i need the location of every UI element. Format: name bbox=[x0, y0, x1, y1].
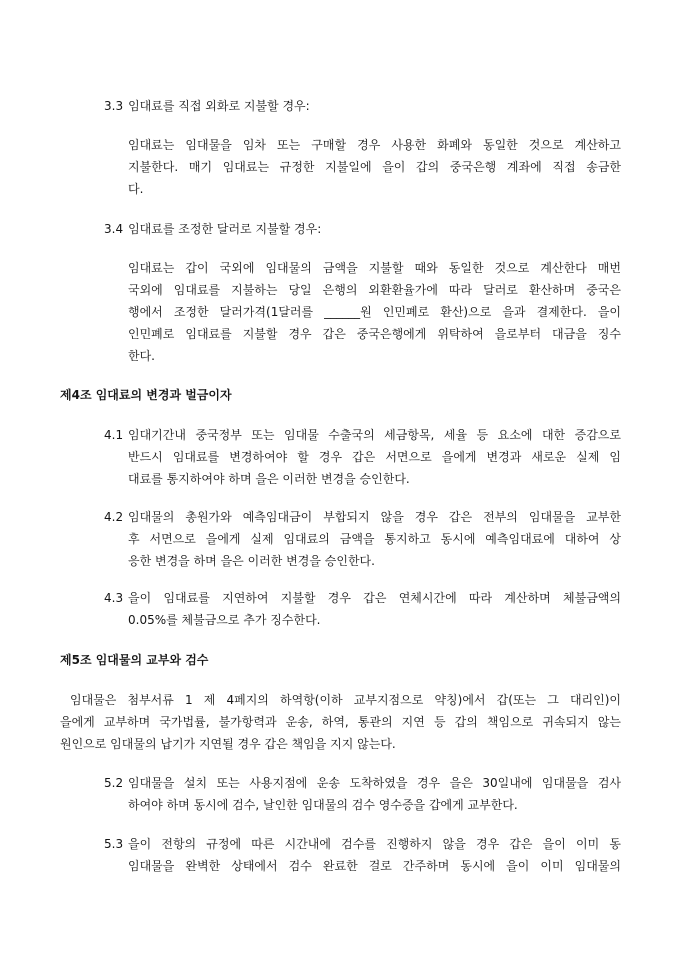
clause-number: 5.2 bbox=[104, 776, 124, 790]
clause-5-3 bbox=[104, 833, 621, 877]
paragraph-line: 임대료는 갑이 국외에 임대물의 금액을 지불할 때와 동일한 것으로 계산한다 매번 bbox=[128, 261, 621, 275]
article-5-title: 제5조 임대물의 교부와 검수 bbox=[60, 653, 209, 667]
clause-title: 임대료를 조정한 달러로 지불할 경우: bbox=[128, 222, 322, 236]
paragraph-line: 원인으로 임대물의 납기가 지연될 경우 갑은 책임을 지지 않는다. bbox=[60, 737, 396, 751]
clause-3-4-heading bbox=[104, 218, 321, 240]
paragraph-line: 0.05%를 체불금으로 추가 징수한다. bbox=[128, 613, 321, 627]
paragraph-line: 후 서면으로 을에게 실제 임대료의 금액을 통지하고 동시에 예측임대료에 대하여 상 bbox=[128, 532, 621, 546]
paragraph-line: 임대기간내 중국정부 또는 임대물 수출국의 세금항목, 세율 등 요소에 대한 증감으로 bbox=[128, 428, 621, 442]
clause-3-3-paragraph bbox=[128, 134, 621, 200]
paragraph-line: 대료를 통지하여야 하며 을은 이러한 변경을 승인한다. bbox=[128, 472, 410, 486]
clause-4-3 bbox=[104, 587, 621, 631]
clause-4-1 bbox=[104, 424, 621, 490]
clause-3-4-paragraph bbox=[128, 257, 621, 367]
clause-number: 3.4 bbox=[104, 222, 124, 236]
article-4-title: 제4조 임대료의 변경과 벌금이자 bbox=[60, 388, 232, 402]
paragraph-line: 인민폐로 임대료를 지불할 경우 갑은 중국은행에게 위탁하여 을로부터 대금을 징수 bbox=[128, 327, 621, 341]
paragraph-line: 임대물은 첨부서류 1 제 4페지의 하역항(이하 교부지점으로 약칭)에서 갑(또는 그 대리인)이 bbox=[70, 693, 621, 707]
clause-4-2 bbox=[104, 506, 621, 572]
paragraph-line: 행에서 조정한 달러가격(1달러를 ______원 인민폐로 환산)으로 을과 결제한다. 을이 bbox=[128, 305, 621, 319]
paragraph-line: 을에게 교부하며 국가법률, 불가항력과 운송, 하역, 통관의 지연 등 갑의 책임으로 귀속되지 않는 bbox=[60, 715, 621, 729]
article-5-intro-paragraph bbox=[60, 689, 621, 755]
paragraph-line: 반드시 임대료를 변경하여야 할 경우 갑은 서면으로 을에게 변경과 새로운 실제 임 bbox=[128, 450, 621, 464]
clause-number: 4.3 bbox=[104, 591, 124, 605]
paragraph-line: 임대료는 임대물을 임차 또는 구매할 경우 사용한 화폐와 동일한 것으로 계산하고 bbox=[128, 138, 621, 152]
paragraph-line: 다. bbox=[128, 182, 144, 196]
paragraph-line: 국외에 임대료를 지불하는 당일 은행의 외환환율가에 따라 달러로 환산하며 중국은 bbox=[128, 283, 621, 297]
clause-number: 5.3 bbox=[104, 837, 124, 851]
paragraph-line: 하여야 하며 동시에 검수, 날인한 임대물의 검수 영수증을 갑에게 교부한다. bbox=[128, 798, 518, 812]
clause-3-3-heading bbox=[104, 95, 310, 117]
paragraph-line: 임대물을 완벽한 상태에서 검수 완료한 걸로 간주하며 동시에 을이 이미 임대물의 bbox=[128, 859, 621, 873]
clause-number: 3.3 bbox=[104, 99, 124, 113]
paragraph-line: 을이 전항의 규정에 따른 시간내에 검수를 진행하지 않을 경우 갑은 을이 이미 동 bbox=[128, 837, 621, 851]
paragraph-line: 응한 변경을 하며 을은 이러한 변경을 승인한다. bbox=[128, 554, 375, 568]
clause-number: 4.1 bbox=[104, 428, 124, 442]
paragraph-line: 을이 임대료를 지연하여 지불할 경우 갑은 연체시간에 따라 계산하며 체불금액의 bbox=[128, 591, 621, 605]
paragraph-line: 지불한다. 매기 임대료는 규정한 지불일에 을이 갑의 중국은행 계좌에 직접 송금한 bbox=[128, 160, 621, 174]
clause-title: 임대료를 직접 외화로 지불할 경우: bbox=[128, 99, 310, 113]
paragraph-line: 한다. bbox=[128, 349, 155, 363]
clause-number: 4.2 bbox=[104, 510, 124, 524]
clause-5-2 bbox=[104, 772, 621, 816]
paragraph-line: 임대물의 총원가와 예측임대금이 부합되지 않을 경우 갑은 전부의 임대물을 교부한 bbox=[128, 510, 621, 524]
paragraph-line: 임대물을 설치 또는 사용지점에 운송 도착하였을 경우 을은 30일내에 임대물을 검사 bbox=[128, 776, 621, 790]
